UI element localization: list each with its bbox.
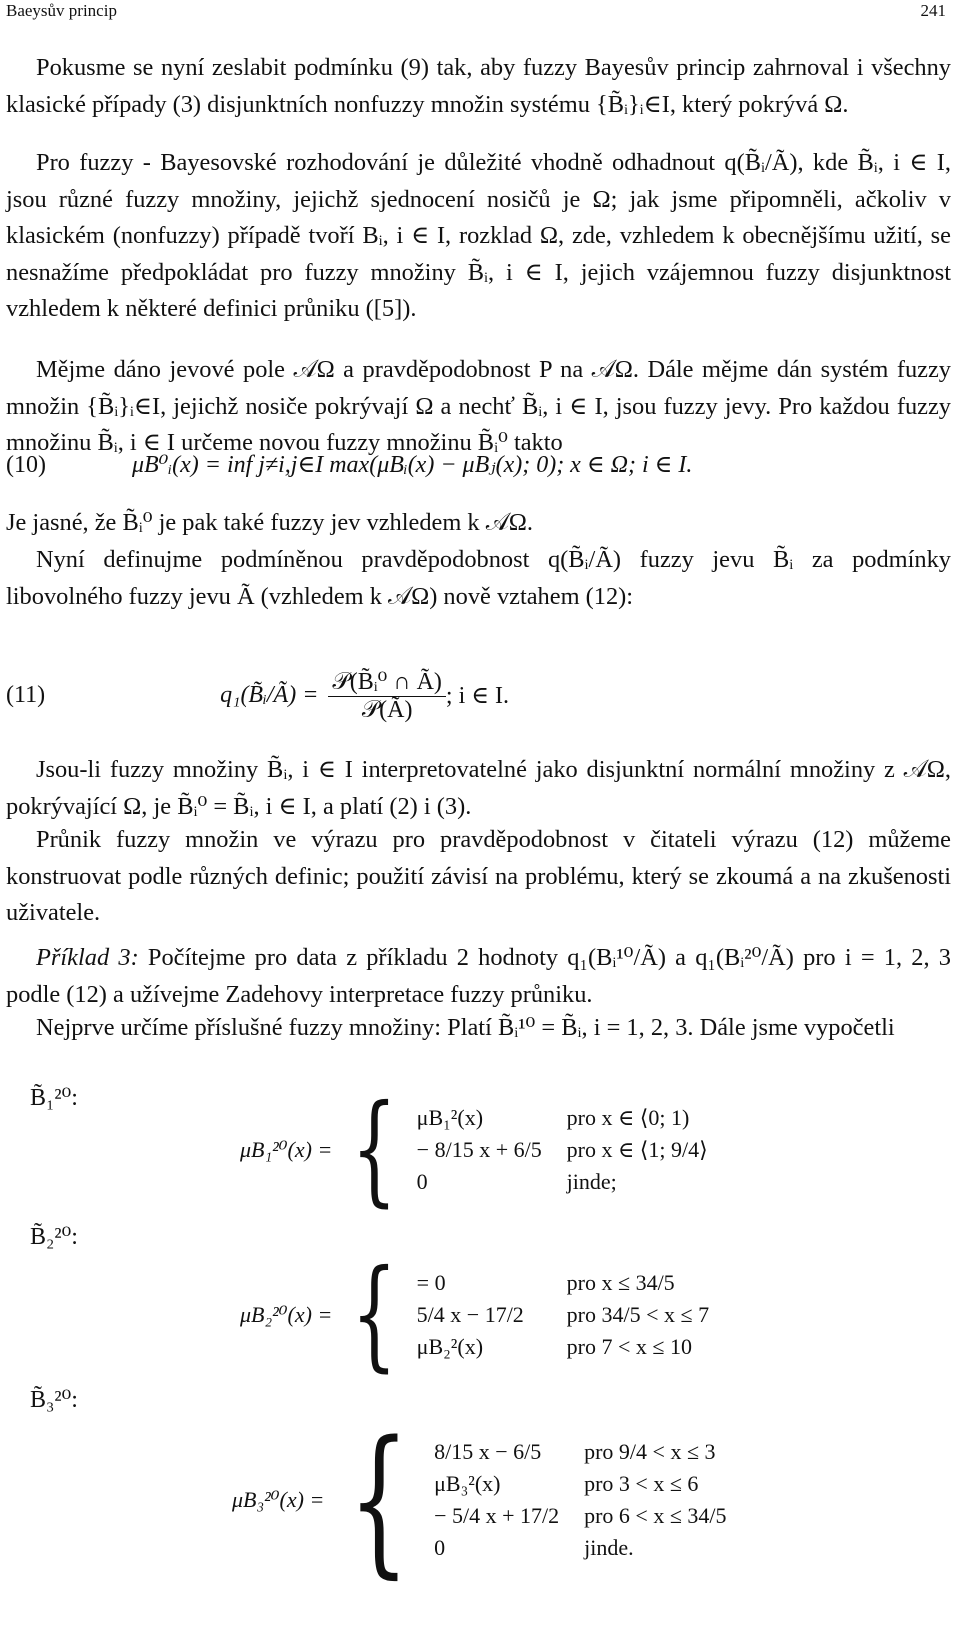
equation-10-body: μB⁰ᵢ(x) = inf j≠i,j∈I max(μBᵢ(x) − μBⱼ(x); 0); x ∈ Ω; i ∈ I. [131, 452, 693, 478]
c2-row-0-expr: = 0 [416, 1270, 446, 1295]
c2-row-1-expr: 5/4 x − 17/2 [416, 1302, 524, 1327]
running-header [6, 0, 946, 22]
c1-row-0-cond: pro x ∈ ⟨0; 1) [566, 1105, 690, 1130]
c3-row-3-cond: jinde. [584, 1535, 634, 1560]
c3-row-0-cond: pro 9/4 < x ≤ 3 [584, 1439, 716, 1464]
c2-row-0-cond: pro x ≤ 34/5 [566, 1270, 675, 1295]
paragraph-1: Pokusme se nyní zeslabit podmínku (9) tak, aby fuzzy Bayesův princip zahrnoval i všechny klasické případy (3) disjunktních nonfuzzy množin systému {B̃ᵢ}ᵢ∈I, který pokrývá Ω. [6, 54, 951, 118]
cases-b3-lhs: μB₃²⁰(x) = [232, 1487, 325, 1512]
c1-row-1-cond: pro x ∈ ⟨1; 9/4⟩ [566, 1137, 708, 1162]
equation-11 [6, 650, 509, 740]
cases-b1 [240, 1080, 708, 1219]
example-heading: Příklad 3: [36, 944, 139, 971]
cases-b1-brace: { [351, 1080, 398, 1219]
c1-row-2-expr: 0 [416, 1169, 428, 1194]
paragraph-6: Jsou-li fuzzy množiny B̃ᵢ, i ∈ I interpretovatelné jako disjunktní normální množiny z 𝒜Ω, pokrývající Ω, je B̃ᵢ⁰ = B̃ᵢ, i ∈ I, a platí (2) i (3). [6, 756, 951, 820]
equation-11-fraction [328, 667, 446, 724]
c1-row-2-cond: jinde; [566, 1169, 617, 1194]
cases-b2-brace: { [351, 1245, 398, 1384]
cases-b2-rows [417, 1270, 709, 1360]
example-text: Počítejme pro data z příkladu 2 hodnoty q₁(Bᵢ¹⁰/Ã) a q₁(Bᵢ²⁰/Ã) pro i = 1, 2, 3 podle (12) a užívejme Zadehovy interpretace fuzzy průniku. [6, 944, 951, 1008]
paragraph-4: Je jasné, že B̃ᵢ⁰ je pak také fuzzy jev vzhledem k 𝒜Ω. [6, 509, 533, 536]
b2-label: B̃₂²⁰: [30, 1224, 78, 1250]
c1-row-0-expr: μB₁²(x) [416, 1105, 484, 1130]
c1-row-1-expr: − 8/15 x + 6/5 [416, 1137, 542, 1162]
equation-11-denominator: 𝒫(Ã) [361, 696, 413, 723]
equation-11-numerator: 𝒫(B̃ᵢ⁰ ∩ Ã) [328, 667, 446, 697]
equation-10 [6, 450, 692, 479]
cases-b3 [232, 1406, 727, 1593]
cases-b2 [240, 1245, 710, 1384]
c3-row-2-cond: pro 6 < x ≤ 34/5 [584, 1503, 727, 1528]
c3-row-0-expr: 8/15 x − 6/5 [434, 1439, 542, 1464]
paragraph-2: Pro fuzzy - Bayesovské rozhodování je důležité vhodně odhadnout q(B̃ᵢ/Ã), kde B̃ᵢ, i ∈ I, jsou různé fuzzy množiny, jejichž sjednocení nosičů je Ω; jak jsme připomněli, ačkoliv v klasickém (nonfuzzy) případě tvoří Bᵢ, i ∈ I, rozklad Ω, zde, vzhledem k obecnějšímu užití, se nesnažíme předpokládat pro fuzzy množiny B̃ᵢ, i ∈ I, jejich vzájemnou fuzzy disjunktnost vzhledem k některé definici průniku ([5]). [6, 149, 951, 322]
cases-b3-rows [434, 1439, 726, 1561]
cases-b2-lhs: μB₂²⁰(x) = [240, 1302, 333, 1327]
equation-11-label: (11) [6, 681, 46, 708]
equation-11-lhs: q₁(B̃ᵢ/Ã) = [220, 681, 319, 708]
cases-b3-brace: { [348, 1406, 410, 1593]
cases-b1-rows [417, 1105, 708, 1195]
c3-row-3-expr: 0 [434, 1535, 446, 1560]
paragraph-8 [6, 940, 951, 1013]
b3-label: B̃₃²⁰: [30, 1387, 78, 1413]
c2-row-2-expr: μB₂²(x) [416, 1334, 484, 1359]
c3-row-2-expr: − 5/4 x + 17/2 [434, 1503, 560, 1528]
page-number: 241 [920, 1, 946, 20]
c3-row-1-expr: μB₃²(x) [434, 1471, 501, 1496]
paragraph-5: Nyní definujme podmíněnou pravděpodobnost q(B̃ᵢ/Ã) fuzzy jevu B̃ᵢ za podmínky libovolného fuzzy jevu Ã (vzhledem k 𝒜Ω) nově vztahem (12): [6, 546, 951, 610]
c3-row-1-cond: pro 3 < x ≤ 6 [584, 1471, 699, 1496]
paragraph-3: Mějme dáno jevové pole 𝒜Ω a pravděpodobnost P na 𝒜Ω. Dále mějme dán systém fuzzy množin {B̃ᵢ}ᵢ∈I, jejichž nosiče pokrývají Ω a nechť B̃ᵢ, i ∈ I, jsou fuzzy jevy. Pro každou fuzzy množinu B̃ᵢ, i ∈ I určeme novou fuzzy množinu B̃ᵢ⁰ takto [6, 356, 951, 456]
c2-row-1-cond: pro 34/5 < x ≤ 7 [566, 1302, 710, 1327]
equation-11-tail: ; i ∈ I. [445, 682, 510, 709]
b1-label: B̃₁²⁰: [30, 1085, 78, 1111]
paragraph-9: Nejprve určíme příslušné fuzzy množiny: Platí B̃ᵢ¹⁰ = B̃ᵢ, i = 1, 2, 3. Dále jsme vypočetli [36, 1014, 895, 1041]
header-title: Baeysův princip [6, 1, 117, 20]
cases-b1-lhs: μB₁²⁰(x) = [240, 1137, 333, 1162]
paragraph-7: Průnik fuzzy množin ve výrazu pro pravděpodobnost v čitateli výrazu (12) můžeme konstruovat podle různých definic; použití závisí na problému, který se zkoumá a na zkušenosti uživatele. [6, 826, 951, 926]
equation-10-label: (10) [6, 452, 46, 478]
c2-row-2-cond: pro 7 < x ≤ 10 [566, 1334, 692, 1359]
